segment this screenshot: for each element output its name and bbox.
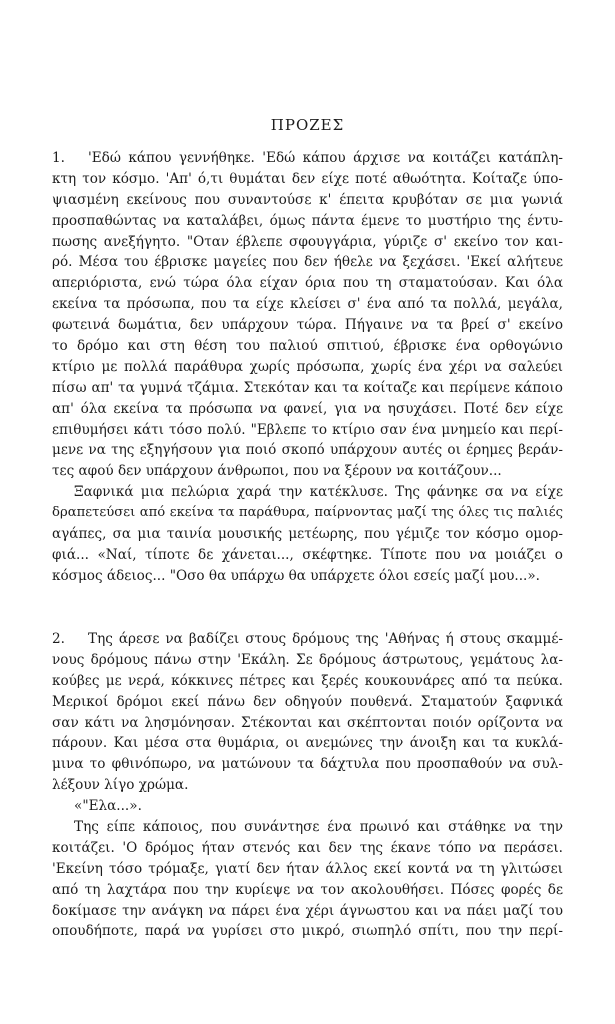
- text-line: κοιτάζει. 'Ο δρόμος ήταν στενός και δεν της έκανε τόπο να περάσει.: [52, 839, 563, 856]
- text-line: Ξαφνικά μια πελώρια χαρά την κατέκλυσε. Της φάνηκε σα να είχε: [74, 484, 563, 501]
- text-line: φωτεινά δωμάτια, δεν υπάρχουν τώρα. Πήγαινε να τα βρεί σ' εκείνο: [52, 317, 563, 334]
- text-line: απ' όλα εκείνα τα πρόσωπα να φανεί, για να ησυχάσει. Ποτέ δεν είχε: [52, 400, 563, 417]
- text-line: κόσμος άδειος... "Οσο θα υπάρχω θα υπάρχετε όλοι εσείς μαζί μου...».: [52, 567, 541, 584]
- text-line: πωσης ανεξήγητο. "Οταν έβλεπε σφουγγάρια, γύριζε σ' εκείνο τον και-: [52, 233, 563, 250]
- text-line: κούβες με νερά, κόκκινες πέτρες και ξερές κουκουνάρες από τα πεύκα.: [52, 672, 563, 689]
- text-line: κτίριο με πολλά παράθυρα χωρίς πρόσωπα, χωρίς ένα χέρι να σαλεύει: [52, 358, 563, 375]
- text-line: δραπετεύσει από εκείνα τα παράθυρα, παίρνοντας μαζί της όλες τις παλιές: [52, 505, 563, 521]
- text-line: το δρόμο και στη θέση του παλιού σπιτιού, έβρισκε ένα ορθογώνιο: [52, 338, 563, 355]
- section-number: 2.: [52, 631, 65, 647]
- text-line: κτη τον κόσμο. 'Απ' ό,τι θυμάται δεν είχε ποτέ αθωότητα. Κοίταζε ύπο-: [52, 170, 563, 187]
- text-line: ρό. Μέσα του έβρισκε μαγείες που δεν ήθελε να ξεχάσει. 'Εκεί αλήτευε: [52, 254, 563, 271]
- text-line: πάρουν. Και μέσα στα θυμάρια, οι ανεμώνες την άνοιξη και τα κυκλά-: [52, 735, 563, 752]
- text-line: απεριόριστα, ενώ τώρα όλα είχαν όρια που τη σταματούσαν. Και όλα: [52, 275, 563, 292]
- text-line: δοκίμασε την ανάγκη να πάρει ένα χέρι άγνωστου και να πάει μαζί του: [52, 902, 563, 919]
- text-line: από τη λαχτάρα που την κυρίεψε να τον ακολουθήσει. Πόσες φορές δε: [52, 881, 563, 898]
- text-line: πίσω απ' τα γυμνά τζάμια. Στεκόταν και τα κοίταζε και περίμενε κάποιο: [52, 379, 563, 396]
- text-line: εκείνα τα πρόσωπα, που τα είχε κλείσει σ' ένα από τα πολλά, μεγάλα,: [52, 296, 563, 313]
- text-line: μενε να της εξηγήσουν για ποιό σκοπό υπάρχουν αυτές οι έρημες βεράν-: [52, 442, 563, 459]
- text-line: 'Εκείνη τόσο τρόμαξε, γιατί δεν ήταν άλλος εκεί κοντά να τη γλιτώσει: [52, 860, 563, 877]
- book-page: [52, 0, 563, 1024]
- text-line: επιθυμήσει κάτι τόσο πολύ. "Εβλεπε το κτίριο σαν ένα μνημείο και περί-: [52, 421, 563, 438]
- text-line: φιά... «Ναί, τίποτε δε χάνεται..., σκέφτηκε. Τίποτε που να μοιάζει ο: [52, 546, 563, 563]
- text-line: σαν κάτι να λησμόνησαν. Στέκονται και σκέπτονται ποιόν ορίζοντα να: [52, 714, 563, 731]
- text-line: ψιασμένη εκείνους που συναντούσε κ' έπειτα κρυβόταν σε μια γωνιά: [52, 191, 563, 208]
- text-line: τες αφού δεν υπάρχουν άνθρωποι, που να ξέρουν να κοιτάζουν...: [52, 463, 502, 480]
- text-line: «"Ελα...».: [74, 798, 142, 815]
- text-line: Μερικοί δρόμοι εκεί πάνω δεν οδηγούν πουθενά. Σταματούν ξαφνικά: [52, 693, 563, 710]
- prose-section-1: [52, 148, 563, 587]
- text-line: 2. Της άρεσε να βαδίζει στους δρόμους της 'Αθήνας ή στους σκαμμέ-: [52, 629, 563, 650]
- prose-section-2: [52, 629, 563, 942]
- text-line: αγάπες, σα μια ταινία μουσικής μετέωρης, που γέμιζε τον κόσμο ομορ-: [52, 526, 563, 543]
- text-line: λέξουν λίγο χρώμα.: [52, 777, 189, 794]
- text-line: Της είπε κάποιος, που συνάντησε ένα πρωινό και στάθηκε να την: [74, 819, 563, 836]
- text-line: προσπαθώντας να καταλάβει, όμως πάντα έμενε το μυστήριο της έντυ-: [52, 212, 563, 229]
- text-line: οπουδήποτε, παρά να γυρίσει στο μικρό, σιωπηλό σπίτι, που την περί-: [52, 923, 563, 940]
- page-title: ΠΡΟΖΕΣ: [270, 116, 345, 134]
- text-line: νους δρόμους πάνω στην 'Εκάλη. Σε δρόμους άστρωτους, γεμάτους λα-: [52, 651, 563, 668]
- section-number: 1.: [52, 150, 65, 166]
- text-line: μινα το φθινόπωρο, να ματώνουν τα δάχτυλα που προσπαθούν να συλ-: [52, 756, 563, 773]
- text-line: 1. 'Εδώ κάπου γεννήθηκε. 'Εδώ κάπου άρχισε να κοιτάζει κατάπλη-: [52, 148, 563, 169]
